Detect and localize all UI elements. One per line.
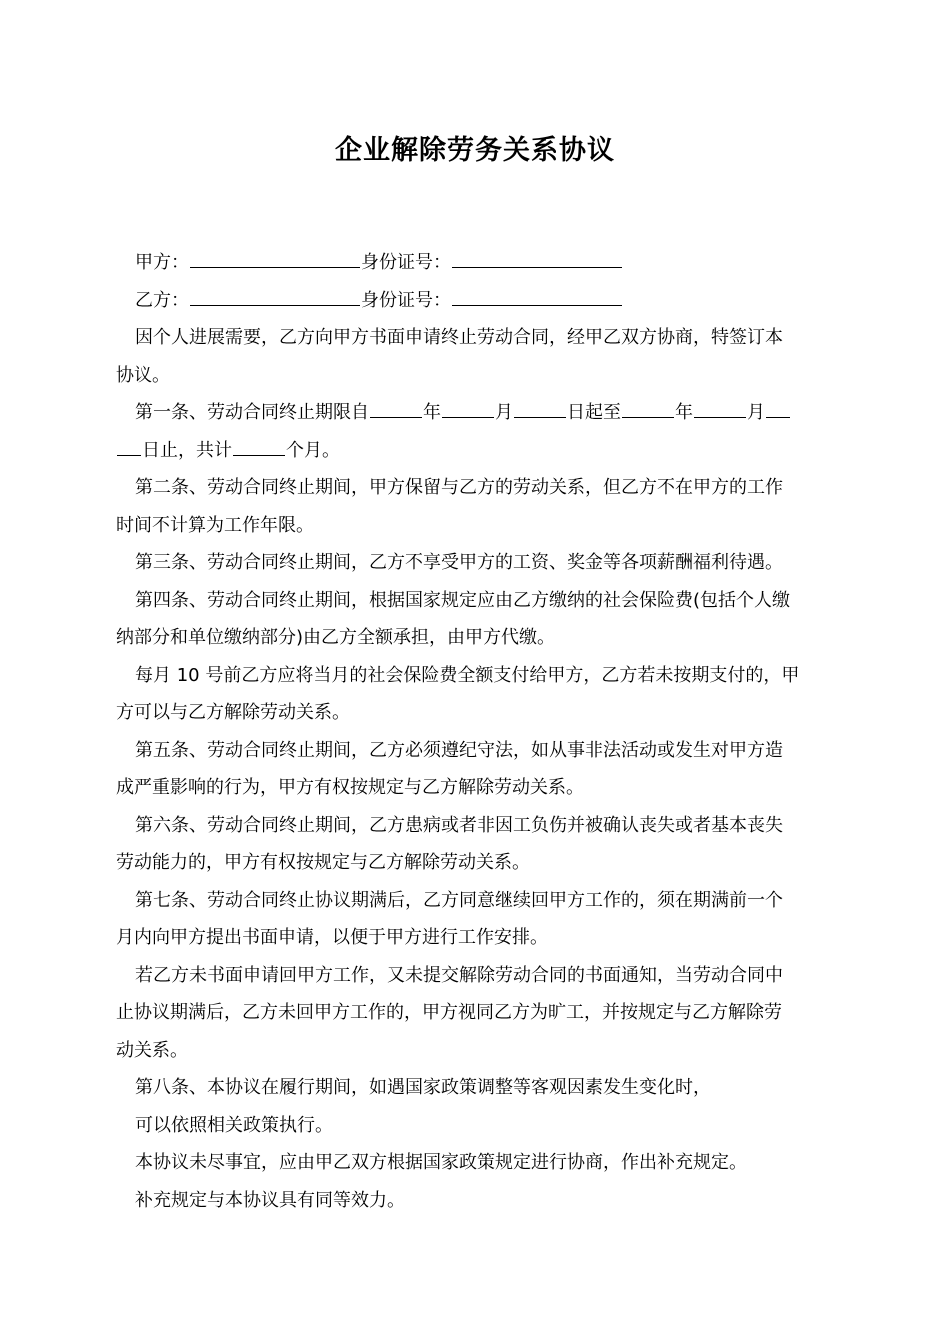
closing-line-2: 补充规定与本协议具有同等效力。 [135, 1189, 405, 1211]
end-year-label: 年 [675, 402, 693, 423]
article-4-note-line-1: 每月 10 号前乙方应将当月的社会保险费全额支付给甲方，乙方若未按期支付的，甲 [135, 664, 800, 686]
start-year-blank [370, 397, 422, 418]
total-months-label: 个月。 [286, 439, 340, 461]
party-b-id-blank [452, 285, 622, 306]
article-7-line-2: 月内向甲方提出书面申请，以便于甲方进行工作安排。 [116, 927, 548, 948]
start-month-blank [442, 397, 494, 418]
party-a-label: 甲方： [135, 252, 189, 273]
end-day-blank-part-2 [117, 435, 141, 456]
article-8-line-1: 第八条、本协议在履行期间，如遇国家政策调整等客观因素发生变化时， [135, 1077, 711, 1098]
start-month-label: 月 [495, 402, 513, 423]
party-a-name-blank [190, 247, 360, 268]
article-1-line-1 [116, 394, 836, 432]
article-7-note-line-3: 动关系。 [116, 1039, 188, 1061]
party-b-line [116, 282, 836, 320]
article-4-line-1: 第四条、劳动合同终止期间，根据国家规定应由乙方缴纳的社会保险费(包括个人缴 [135, 589, 791, 611]
party-a-line [116, 244, 836, 282]
party-b-label: 乙方： [135, 289, 189, 311]
article-4-line-2: 纳部分和单位缴纳部分)由乙方全额承担，由甲方代缴。 [116, 627, 556, 648]
article-2-line-1: 第二条、劳动合同终止期间，甲方保留与乙方的劳动关系，但乙方不在甲方的工作 [135, 477, 783, 498]
intro-line-1: 因个人进展需要，乙方向甲方书面申请终止劳动合同，经甲乙双方协商，特签订本 [135, 327, 783, 348]
party-a-id-blank [452, 247, 622, 268]
article-8-line-2: 可以依照相关政策执行。 [135, 1114, 333, 1136]
document-body [116, 244, 836, 1219]
party-b-name-blank [190, 285, 360, 306]
end-year-blank [622, 397, 674, 418]
article-5-line-2: 成严重影响的行为，甲方有权按规定与乙方解除劳动关系。 [116, 777, 584, 798]
start-day-blank [514, 397, 566, 418]
end-day-label: 日止，共计 [142, 439, 232, 461]
start-day-label: 日起至 [567, 402, 621, 423]
article-7-line-1: 第七条、劳动合同终止协议期满后，乙方同意继续回甲方工作的，须在期满前一个 [135, 889, 783, 911]
article-1-line-2 [116, 432, 836, 470]
intro-line-2: 协议。 [116, 364, 170, 386]
closing-line-1: 本协议未尽事宜，应由甲乙双方根据国家政策规定进行协商，作出补充规定。 [135, 1152, 747, 1173]
article-1-prefix: 第一条、劳动合同终止期限自 [135, 402, 369, 423]
document-title: 企业解除劳务关系协议 [335, 135, 615, 166]
party-b-id-label: 身份证号： [361, 289, 451, 311]
start-year-label: 年 [423, 402, 441, 423]
article-3-line-1: 第三条、劳动合同终止期间，乙方不享受甲方的工资、奖金等各项薪酬福利待遇。 [135, 552, 783, 573]
end-month-label: 月 [747, 402, 765, 423]
article-6-line-2: 劳动能力的，甲方有权按规定与乙方解除劳动关系。 [116, 852, 530, 873]
end-day-blank-part-1 [766, 397, 790, 418]
end-month-blank [694, 397, 746, 418]
article-2-line-2: 时间不计算为工作年限。 [116, 514, 314, 536]
article-4-note-line-2: 方可以与乙方解除劳动关系。 [116, 702, 350, 723]
article-5-line-1: 第五条、劳动合同终止期间，乙方必须遵纪守法，如从事非法活动或发生对甲方造 [135, 739, 783, 761]
article-6-line-1: 第六条、劳动合同终止期间，乙方患病或者非因工负伤并被确认丧失或者基本丧失 [135, 814, 783, 836]
total-months-blank [233, 435, 285, 456]
party-a-id-label: 身份证号： [361, 252, 451, 273]
article-7-note-line-2: 止协议期满后，乙方未回甲方工作的，甲方视同乙方为旷工，并按规定与乙方解除劳 [116, 1002, 782, 1023]
article-7-note-line-1: 若乙方未书面申请回甲方工作，又未提交解除劳动合同的书面通知，当劳动合同中 [135, 964, 783, 986]
